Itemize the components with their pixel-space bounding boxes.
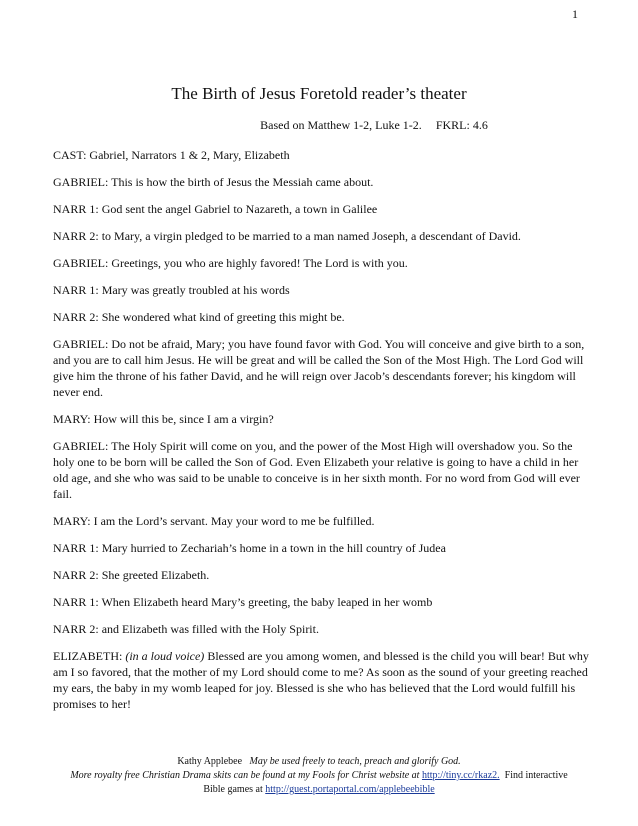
script-line: [53, 540, 596, 556]
script-line: [53, 594, 596, 610]
speaker-label: MARY:: [53, 412, 91, 426]
footer-games-text: Bible games at: [203, 784, 263, 795]
page-footer: [0, 755, 638, 797]
page-number: 1: [572, 7, 578, 21]
speaker-label: ELIZABETH:: [53, 649, 123, 663]
speaker-label: NARR 1:: [53, 202, 99, 216]
stage-direction: (in a loud voice): [122, 649, 205, 663]
line-text: Mary was greatly troubled at his words: [98, 283, 290, 297]
script-line: [53, 147, 596, 163]
document-subtitle: [0, 118, 638, 133]
speaker-label: NARR 1:: [53, 595, 99, 609]
line-text: Mary hurried to Zechariah’s home in a town in the hill country of Judea: [98, 541, 446, 555]
speaker-label: NARR 1:: [53, 541, 99, 555]
line-text: Greetings, you who are highly favored! The Lord is with you.: [108, 256, 408, 270]
line-text: and Elizabeth was filled with the Holy Spirit.: [98, 622, 319, 636]
footer-line-2: [0, 769, 638, 783]
line-text: I am the Lord’s servant. May your word to me be fulfilled.: [90, 514, 375, 528]
line-text: She greeted Elizabeth.: [98, 568, 210, 582]
speaker-label: GABRIEL:: [53, 439, 109, 453]
script-line: [53, 411, 596, 427]
line-text: She wondered what kind of greeting this might be.: [98, 310, 345, 324]
speaker-label: NARR 2:: [53, 229, 99, 243]
document-title: The Birth of Jesus Foretold reader’s theater: [171, 84, 467, 103]
speaker-label: CAST:: [53, 148, 87, 162]
script-line: [53, 648, 596, 712]
speaker-label: GABRIEL:: [53, 175, 109, 189]
line-text: This is how the birth of Jesus the Messiah came about.: [108, 175, 374, 189]
script-line: [53, 309, 596, 325]
line-text: How will this be, since I am a virgin?: [90, 412, 274, 426]
script-line: [53, 255, 596, 271]
speaker-label: MARY:: [53, 514, 91, 528]
speaker-label: NARR 2:: [53, 568, 99, 582]
line-text: Blessed are you among women, and blessed is the child you will bear! But why am I so favored, that the mother of my Lord should come to me? As soon as the sound of your greeting reached my ears, the baby in my womb leaped for joy. Blessed is she who has believed that the Lord would fulfill his promises to her!: [53, 649, 589, 711]
footer-line-1: [0, 755, 638, 769]
script-line: [53, 621, 596, 637]
script-line: [53, 174, 596, 190]
fools-for-christ-link[interactable]: http://tiny.cc/rkaz2.: [421, 770, 500, 781]
footer-line-3: [0, 783, 638, 797]
speaker-label: NARR 1:: [53, 283, 99, 297]
fkrl-text: FKRL: 4.6: [435, 118, 488, 132]
script-line: [53, 228, 596, 244]
script-line: [53, 567, 596, 583]
line-text: to Mary, a virgin pledged to be married to a man named Joseph, a descendant of David.: [98, 229, 521, 243]
line-text: Gabriel, Narrators 1 & 2, Mary, Elizabeth: [86, 148, 290, 162]
line-text: When Elizabeth heard Mary’s greeting, the baby leaped in her womb: [98, 595, 433, 609]
script-line: [53, 513, 596, 529]
script-body: [53, 147, 596, 723]
script-line: [53, 336, 596, 400]
script-line: [53, 282, 596, 298]
line-text: God sent the angel Gabriel to Nazareth, a town in Galilee: [98, 202, 378, 216]
line-text: Do not be afraid, Mary; you have found favor with God. You will conceive and give birth to a son, and you are to call him Jesus. He will be great and will be called the Son of the Most High. The Lord God will give him the throne of his father David, and he will reign over Jacob’s descendants forever; his kingdom will never end.: [53, 337, 585, 399]
bible-games-link[interactable]: http://guest.portaportal.com/applebeebible: [265, 784, 435, 795]
speaker-label: GABRIEL:: [53, 337, 109, 351]
footer-more-text: More royalty free Christian Drama skits can be found at my Fools for Christ website at: [70, 770, 420, 781]
footer-find-text: Find interactive: [504, 770, 568, 781]
script-line: [53, 438, 596, 502]
line-text: The Holy Spirit will come on you, and the power of the Most High will overshadow you. So the holy one to be born will be called the Son of God. Even Elizabeth your relative is going to have a child in her old age, and she who was said to be unable to conceive is in her sixth month. For no word from God will ever fail.: [53, 439, 580, 501]
speaker-label: NARR 2:: [53, 622, 99, 636]
based-on-text: Based on Matthew 1-2, Luke 1-2.: [260, 118, 422, 132]
footer-author: Kathy Applebee: [177, 756, 243, 767]
footer-license: May be used freely to teach, preach and glorify God.: [249, 756, 461, 767]
speaker-label: NARR 2:: [53, 310, 99, 324]
script-line: [53, 201, 596, 217]
speaker-label: GABRIEL:: [53, 256, 109, 270]
